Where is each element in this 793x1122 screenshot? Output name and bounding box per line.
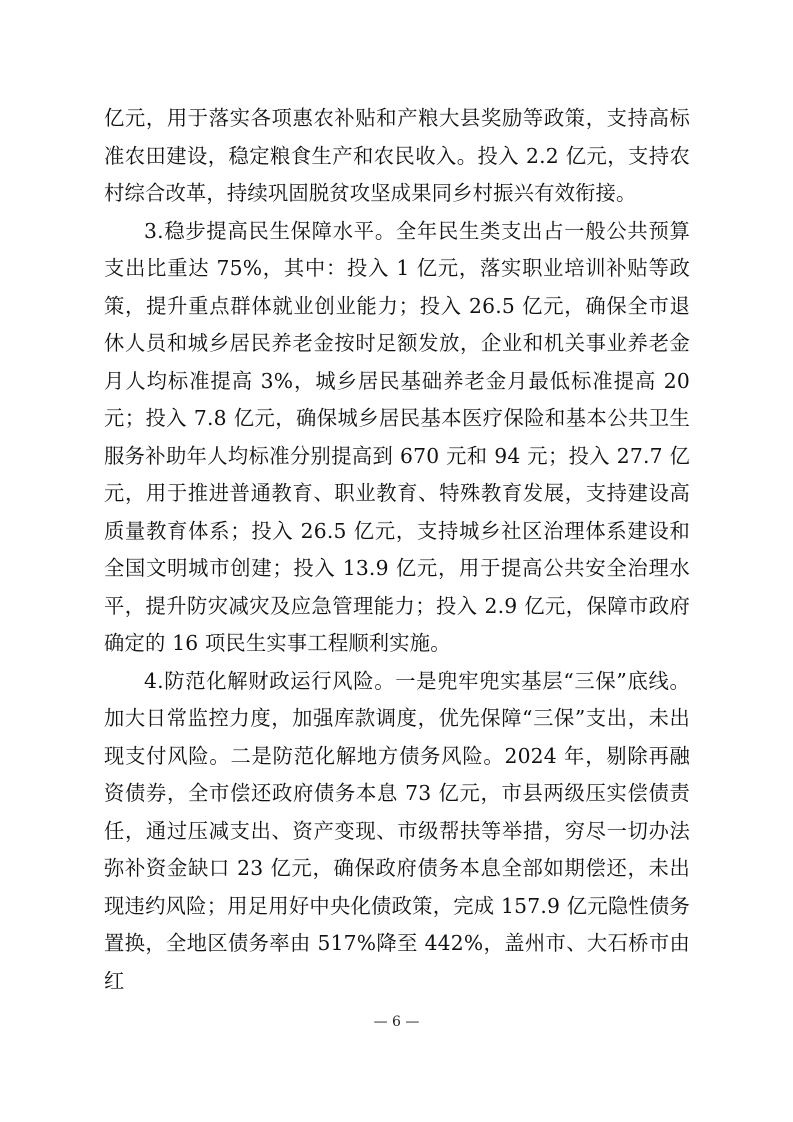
paragraph-livelihood-security: 3.稳步提高民生保障水平。全年民生类支出占一般公共预算支出比重达 75%，其中：投入 1 亿元，落实职业培训补贴等政策，提升重点群体就业创业能力；投入 26.5 亿元，确保全市退休人员和城乡居民养老金按时足额发放，企业和机关事业养老金月人均标准提高 3%，城乡居民基础养老金月最低标准提高 20 元；投入 7.8 亿元，确保城乡居民基本医疗保险和基本公共卫生服务补助年人均标准分别提高到 670 元和 94 元；投入 27.7 亿元，用于推进普通教育、职业教育、特殊教育发展，支持建设高质量教育体系；投入 26.5 亿元，支持城乡社区治理体系建设和全国文明城市创建；投入 13.9 亿元，用于提高公共安全治理水平，提升防灾减灾及应急管理能力；投入 2.9 亿元，保障市政府确定的 16 项民生实事工程顺利实施。 [104,218,690,655]
paragraph-fiscal-risk: 4.防范化解财政运行风险。一是兜牢兜实基层“三保”底线。加大日常监控力度，加强库款调度，优先保障“三保”支出，未出现支付风险。二是防范化解地方债务风险。2024 年，剔除再融资债券，全市偿还政府债务本息 73 亿元，市县两级压实偿债责任，通过压减支出、资产变现、市级帮扶等举措，穷尽一切办法弥补资金缺口 23 亿元，确保政府债务本息全部如期偿还，未出现违约风险；用足用好中央化债政策，完成 157.9 亿元隐性债务置换，全地区债务率由 517%降至 442%，盖州市、大石桥市由红 [104,668,690,993]
page-number: — 6 — [373,1014,420,1030]
paragraph-continuation: 亿元，用于落实各项惠农补贴和产粮大县奖励等政策，支持高标准农田建设，稳定粮食生产和农民收入。投入 2.2 亿元，支持农村综合改革，持续巩固脱贫攻坚成果同乡村振兴有效衔接。 [104,106,690,205]
document-body [104,100,690,1000]
